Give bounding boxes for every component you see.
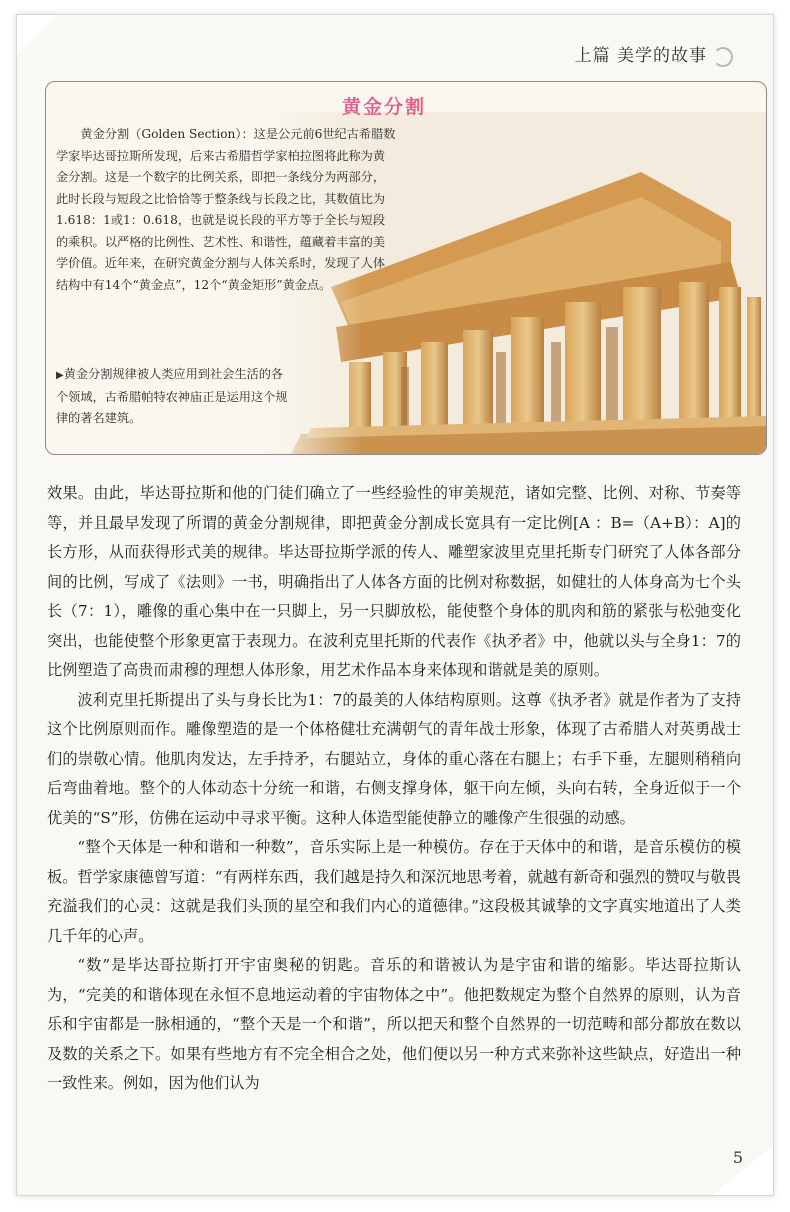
sidebar-paragraph	[56, 124, 396, 296]
running-header	[575, 41, 733, 67]
main-body-text	[47, 479, 741, 1099]
sidebar-title: 黄金分割	[342, 96, 427, 118]
page-number: 5	[732, 1148, 743, 1167]
body-paragraph: “数”是毕达哥拉斯打开宇宙奥秘的钥匙。音乐的和谐被认为是宇宙和谐的缩影。毕达哥拉斯认为，“完美的和谐体现在永恒不息地运动着的宇宙物体之中”。他把数规定为整个自然界的原则，认为音乐和宇宙都是一脉相通的，“整个天是一个和谐”，所以把天和整个自然界的一切范畴和部分都放在数以及数的关系之下。如果有些地方有不完全相合之处，他们便以另一种方式来弥补这些缺点，好造出一种一致性来。例如，因为他们认为	[47, 956, 741, 1092]
book-page	[16, 14, 774, 1196]
golden-section-sidebar	[45, 81, 767, 455]
swirl-icon	[713, 47, 733, 67]
body-paragraph: “整个天体是一种和谐和一种数”，音乐实际上是一种模仿。存在于天体中的和谐，是音乐模仿的模板。哲学家康德曾写道：“有两样东西，我们越是持久和深沉地思考着，就越有新奇和强烈的赞叹与敬畏充溢我们的心灵：这就是我们头顶的星空和我们内心的道德律。”这段极其诚挚的文字真实地道出了人类几千年的心声。	[47, 838, 741, 945]
caption-text: 黄金分割规律被人类应用到社会生活的各个领域，古希腊帕特农神庙正是运用这个规律的著名建筑。	[56, 367, 288, 425]
sidebar-paragraph-text: 黄金分割（Golden Section）：这是公元前6世纪古希腊数学家毕达哥拉斯所发现，后来古希腊哲学家柏拉图将此称为黄金分割。这是一个数字的比例关系，即把一条线分为两部分，此时长段与短段之比恰恰等于整条线与长段之比，其数值比为1.618：1或1：0.618，也就是说长段的平方等于全长与短段的乘积。以严格的比例性、艺术性、和谐性，蕴藏着丰富的美学价值。近年来，在研究黄金分割与人体关系时，发现了人体结构中有14个“黄金点”，12个“黄金矩形”黄金点。	[56, 127, 396, 292]
body-paragraph: 波利克里托斯提出了头与身长比为1：7的最美的人体结构原则。这尊《执矛者》就是作者为了支持这个比例原则而作。雕像塑造的是一个体格健壮充满朝气的青年战士形象，体现了古希腊人对英勇战士们的崇敬心情。他肌肉发达，左手持矛，右腿站立，身体的重心落在右腿上；右手下垂，左腿则稍稍向后弯曲着地。整个的人体动态十分统一和谐，右侧支撑身体，躯干向左倾，头向右转，全身近似于一个优美的“S”形，仿佛在运动中寻求平衡。这种人体造型能使静立的雕像产生很强的动感。	[47, 690, 741, 827]
header-title: 上篇 美学的故事	[574, 46, 707, 66]
body-paragraph: 效果。由此，毕达哥拉斯和他的门徒们确立了一些经验性的审美规范，诸如完整、比例、对称、节奏等等，并且最早发现了所谓的黄金分割规律，即把黄金分割成长宽具有一定比例[A ：B=（A+B）：A]的长方形，从而获得形式美的规律。毕达哥拉斯学派的传人、雕塑家波里克里托斯专门研究了人体各部分间的比例，写成了《法则》一书，明确指出了人体各方面的比例对称数据，如健壮的人体身高为七个头长（7：1），雕像的重心集中在一只脚上，另一只脚放松，能使整个身体的肌肉和筋的紧张与松弛变化突出，也能使整个形象更富于表现力。在波利克里托斯的代表作《执矛者》中，他就以头与全身1：7的比例塑造了高贵而肃穆的理想人体形象，用艺术作品本身来体现和谐就是美的原则。	[47, 484, 741, 679]
page-curl-bottom-right	[713, 1145, 773, 1195]
triangle-bullet-icon: ▶	[56, 370, 64, 381]
photo-caption	[56, 364, 288, 430]
page-curl-top-left	[17, 15, 57, 55]
